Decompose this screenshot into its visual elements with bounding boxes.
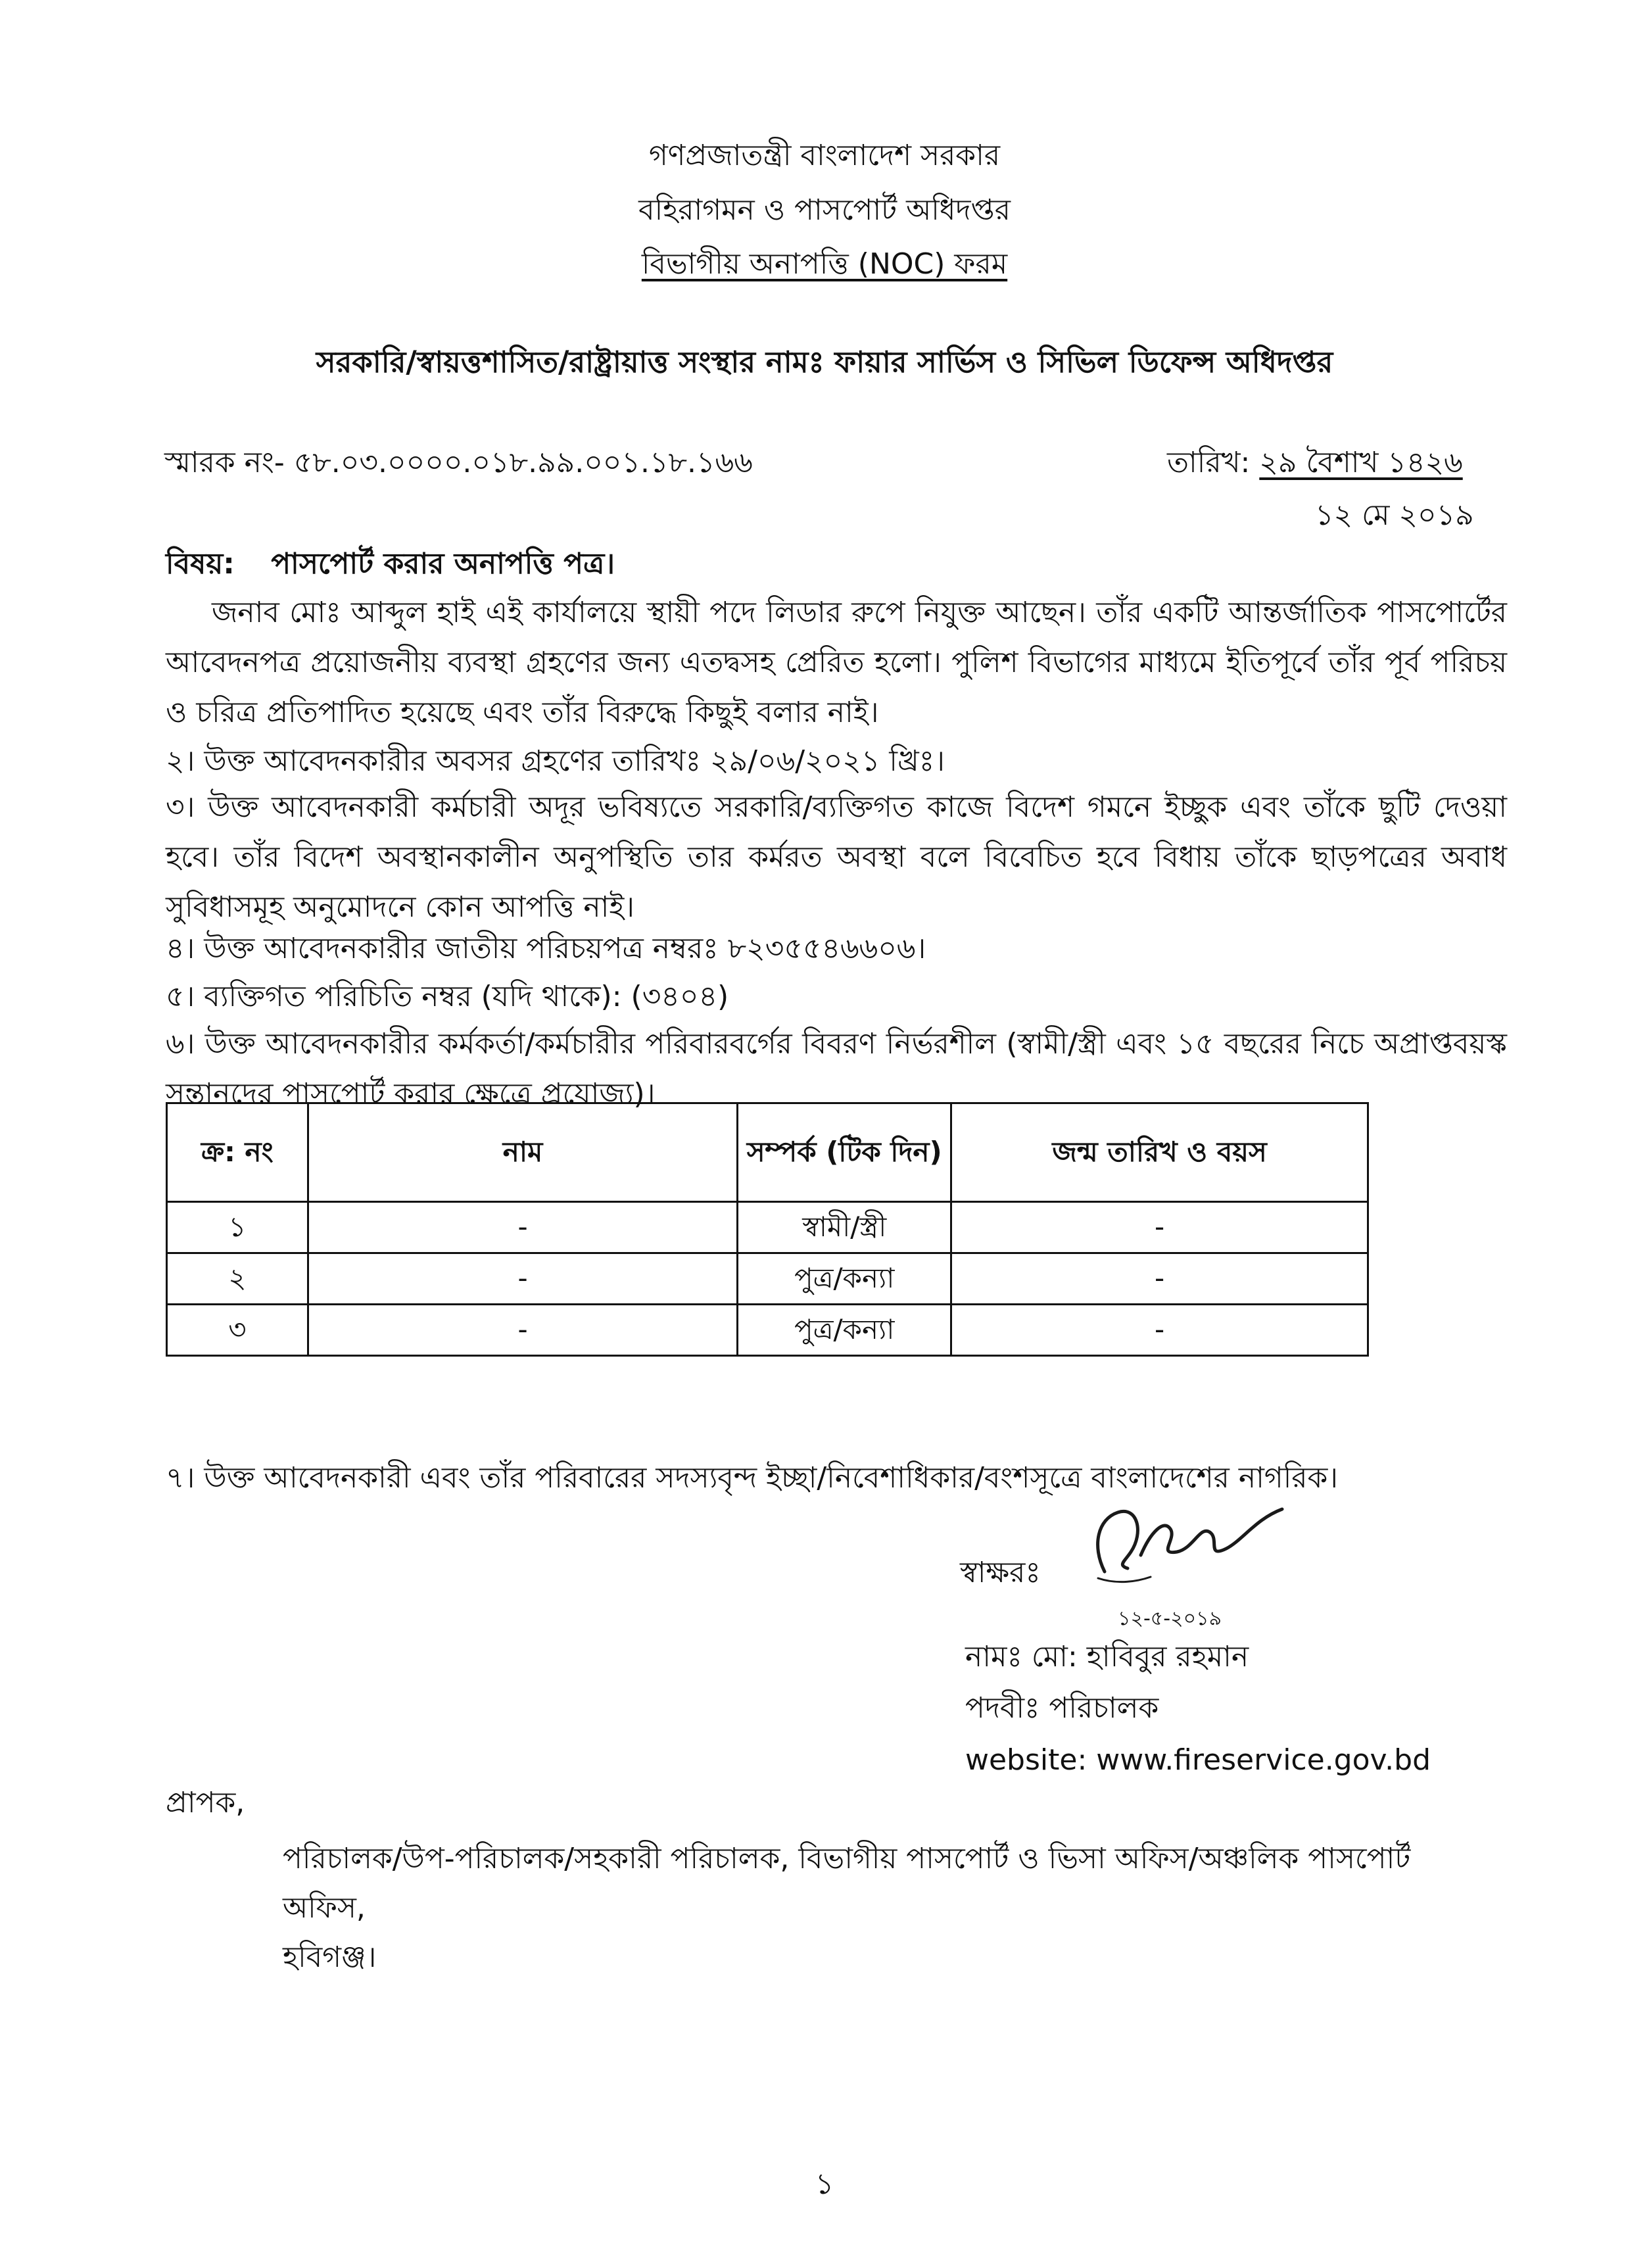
cell-birthdate: - <box>951 1305 1368 1356</box>
body-item-4: ৪। উক্ত আবেদনকারীর জাতীয় পরিচয়পত্র নম্বরঃ ৮২৩৫৫৪৬৬০৬। <box>166 932 926 965</box>
recipient-line-1: পরিচালক/উপ-পরিচালক/সহকারী পরিচালক, বিভাগীয় পাসপোর্ট ও ভিসা অফিস/অঞ্চলিক পাসপোর্ট <box>283 1842 1411 1875</box>
table-row <box>167 1253 1368 1305</box>
date-gregorian: ১২ মে ২০১৯ <box>1315 498 1474 532</box>
header-govt: গণপ্রজাতন্ত্রী বাংলাদেশ সরকার <box>648 139 1001 172</box>
form-title: বিভাগীয় অনাপত্তি (NOC) ফরম <box>641 247 1008 281</box>
subject-label: বিষয়: <box>166 547 235 581</box>
cell-relation: স্বামী/স্ত্রী <box>738 1202 951 1253</box>
header-serial: ক্র: নং <box>167 1103 308 1202</box>
recipient-line-2: অফিস, <box>283 1891 366 1925</box>
website-text: website: www.fireservice.gov.bd <box>965 1743 1431 1777</box>
memo-label: স্মারক নং- <box>164 446 285 479</box>
cell-name: - <box>308 1305 738 1356</box>
cell-relation: পুত্র/কন্যা <box>738 1305 951 1356</box>
header-department: বহিরাগমন ও পাসপোর্ট অধিদপ্তর <box>638 193 1011 227</box>
signature-date: ১২-৫-২০১৯ <box>1118 1607 1222 1630</box>
header-relation: সম্পর্ক (টিক দিন) <box>738 1103 951 1202</box>
signature-label: স্বাক্ষরঃ <box>960 1556 1041 1589</box>
cell-name: - <box>308 1253 738 1305</box>
body-item-2: ২। উক্ত আবেদনকারীর অবসর গ্রহণের তারিখঃ ২৯/০৬/২০২১ খ্রিঃ। <box>166 744 945 778</box>
recipient-label: প্রাপক, <box>166 1786 245 1820</box>
cell-name: - <box>308 1202 738 1253</box>
body-item-3: ৩। উক্ত আবেদনকারী কর্মচারী অদূর ভবিষ্যতে সরকারি/ব্যক্তিগত কাজে বিদেশ গমনে ইচ্ছুক এবং তাঁকে ছুটি দেওয়া হবে। তাঁর বিদেশ অবস্থানকালীন অনুপস্থিতি তার কর্মরত অবস্থা বলে বিবেচিত হবে বিধায় তাঁকে ছাড়পত্রের অবাধ সুবিধাসমূহ অনুমোদনে কোন আপত্তি নাই। <box>166 790 1507 924</box>
handwritten-signature <box>1078 1493 1295 1598</box>
header-name: নাম <box>308 1103 738 1202</box>
cell-relation: পুত্র/কন্যা <box>738 1253 951 1305</box>
body-item-7: ৭। উক্ত আবেদনকারী এবং তাঁর পরিবারের সদস্যবৃন্দ ইচ্ছা/নিবেশাধিকার/বংশসূত্রে বাংলাদেশের নাগরিক। <box>166 1461 1339 1495</box>
page-number: ১ <box>815 2167 834 2201</box>
cell-birthdate: - <box>951 1202 1368 1253</box>
header-birthdate: জন্ম তারিখ ও বয়স <box>951 1103 1368 1202</box>
family-table <box>166 1102 1369 1357</box>
signature-icon <box>1078 1493 1295 1598</box>
organization-line: সরকারি/স্বায়ত্তশাসিত/রাষ্ট্রায়াত্ত সংস্থার নামঃ ফায়ার সার্ভিস ও সিভিল ডিফেন্স অধিদপ্তর <box>316 345 1333 379</box>
cell-birthdate: - <box>951 1253 1368 1305</box>
date-label: তারিখ: <box>1167 446 1251 479</box>
cell-serial: ১ <box>167 1202 308 1253</box>
subject-line <box>166 543 615 585</box>
cell-serial: ৩ <box>167 1305 308 1356</box>
recipient-line-3: হবিগঞ্জ। <box>283 1941 377 1974</box>
subject-text: পাসপোর্ট করার অনাপত্তি পত্র। <box>271 547 615 581</box>
body-paragraph-1: জনাব মোঃ আব্দুল হাই এই কার্যালয়ে স্থায়ী পদে লিডার রুপে নিযুক্ত আছেন। তাঁর একটি আন্তর্জাতিক পাসপোর্টের আবেদনপত্র প্রয়োজনীয় ব্যবস্থা গ্রহণের জন্য এতদ্বসহ প্রেরিত হলো। পুলিশ বিভাগের মাধ্যমে ইতিপূর্বে তাঁর পূর্ব পরিচয় ও চরিত্র প্রতিপাদিত হয়েছে এবং তাঁর বিরুদ্ধে কিছুই বলার নাই। <box>166 596 1507 729</box>
table-row <box>167 1305 1368 1356</box>
cell-serial: ২ <box>167 1253 308 1305</box>
date-bangla: ২৯ বৈশাখ ১৪২৬ <box>1259 446 1463 479</box>
signatory-designation: পদবীঃ পরিচালক <box>965 1691 1159 1725</box>
memo-value: ৫৮.০৩.০০০০.০১৮.৯৯.০০১.১৮.১৬৬ <box>293 446 753 479</box>
body-item-6: ৬। উক্ত আবেদনকারীর কর্মকর্তা/কর্মচারীর পরিবারবর্গের বিবরণ নির্ভরশীল (স্বামী/স্ত্রী এবং ১৫ বছরের নিচে অপ্রাপ্তবয়স্ক সন্তানদের পাসপোর্ট করার ক্ষেত্রে প্রযোজ্য)। <box>166 1027 1507 1111</box>
memo-number <box>164 442 753 484</box>
table-header-row <box>167 1103 1368 1202</box>
table-row <box>167 1202 1368 1253</box>
date-block <box>1167 442 1463 484</box>
signatory-name: নামঃ মো: হাবিবুর রহমান <box>965 1640 1249 1674</box>
body-item-5: ৫। ব্যক্তিগত পরিচিতি নম্বর (যদি থাকে): (৩৪০৪) <box>166 980 729 1013</box>
